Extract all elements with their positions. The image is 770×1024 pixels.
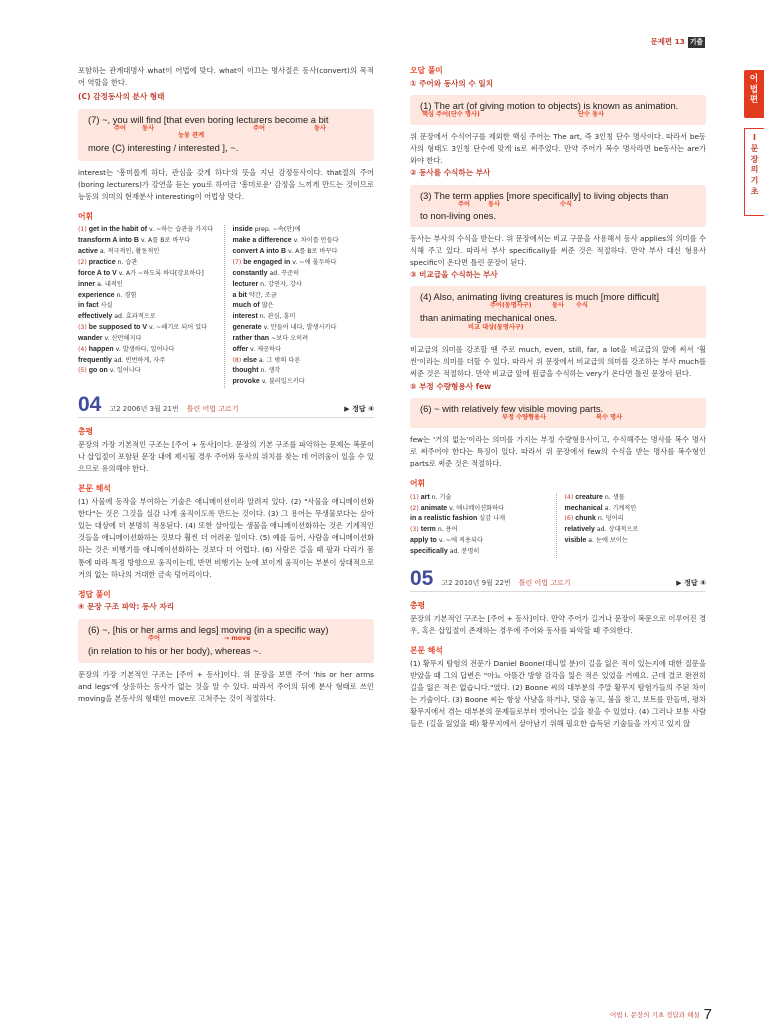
q4-translation-heading: 본문 해석 [78,484,111,494]
vocab-word: apply to [410,537,437,545]
vocab-word: happen [88,345,114,353]
vocab-word: practice [88,259,116,266]
vocab-item [78,301,220,312]
box-w5-noun: 복수 명사 [596,413,623,421]
vocab-item [233,236,375,247]
vocab-item [78,269,220,280]
vocab-meaning: n. 덩어리 [597,515,624,523]
vocab-word: rather than [232,334,270,342]
wrong-heading: 오답 풀이 [410,66,443,75]
vocab-meaning: v. 제공하다 [250,345,282,353]
header-page: 13 [674,37,685,46]
vocab-num: (1) [78,226,87,234]
vocab-meaning: ad. 효과적으로 [114,313,156,321]
example-box-w3 [410,286,706,338]
q4-solution-text: 문장의 가장 기본적인 구조는 [주어 + 동사]이다. 위 문장을 보면 주어 'his or her arms and legs'에 상응하는 동사가 없는 것을 알 수 있다. 따라서 주어의 뒤에 분사 형태로 쓰인 moving을 본동사의 형태인 move로 고쳐주는 것이 적절하다. [78,669,374,703]
vocab-meaning: v. ~하는 습관을 가지다 [149,226,214,234]
box-4-verb: → move [224,634,251,642]
box-w2-line1: (3) The term applies [more specifically] to living objects than [420,189,669,201]
vocab-meaning: ad. 상대적으로 [596,526,639,534]
box-4-line1: (6) ~, [his or her arms and legs] moving (in a specific way) [88,623,329,635]
q5-answer: ▶ 정답 ④ [676,578,706,587]
vocab-word: convert A into B [232,248,287,256]
vocab-list-left [78,225,374,388]
vocab-meaning: a. 눈에 보이는 [588,537,628,545]
box-w3-modifier: 수식 [576,302,588,310]
q5-info [441,578,570,589]
vocab-col-1 [78,225,225,388]
wrong-1-heading: ① 주어와 동사의 수 일치 [410,78,494,88]
box-4-line2: (in relation to his or her body), whereas ~. [88,644,262,656]
vocab-item [565,514,707,525]
footer-text: 어법 I. 문장의 기초 정답과 해설 [609,1011,700,1020]
vocab-meaning: v. 일어나다 [109,367,141,375]
vocab-num: (4) [564,493,574,501]
q5-translation-heading: 본문 해석 [410,645,443,655]
vocab-num: (3) [410,526,419,534]
vocab-item [565,536,707,547]
vocab-item [78,291,220,302]
q5-review-heading: 총평 [410,601,426,611]
box-4-subject: 주어 [148,634,160,642]
vocab-meaning: v. 만들어 내다, 발생시키다 [263,324,337,332]
vocab-meaning: v. 차이를 만들다 [293,237,339,245]
vocab-word: offer [232,345,249,353]
vocab-col-4 [565,493,707,558]
side-tab-main[interactable] [744,70,764,118]
vocab-item [233,301,375,312]
vocab-num: (7) [232,259,242,266]
wrong-3-text: 비교급의 의미를 강조할 땐 주로 much, even, still, far, a lot을 비교급의 앞에 써서 '훨씬'이라는 의미를 더할 수 있다. 따라서 위 문장에서 비교급의 의미를 강조하는 부사 much를 써준 것은 적절하다. 만약 비교급 앞에 원급을 수식하는 very가 온다면 틀린 문장이 된다. [410,345,706,379]
left-column [78,65,374,705]
vocab-meaning: v. 애니메이션화하다 [449,504,505,512]
page-number: 7 [703,1006,712,1023]
vocab-meaning: n. 생물 [604,493,625,501]
vocab-meaning: v. 발생하다, 일어나다 [115,345,175,353]
vocab-meaning: v. 불러일으키다 [261,378,305,386]
q4-translation: (1) 사물에 동작을 부여하는 기술은 애니메이션이라 알려져 있다. (2) "사물을 애니메이션화한다"는 것은 그것을 실감 나게 움직이도록 만드는 것이다. (3) 그 용어는 무생물보다는 살아있는 대상에 더 분명히 적용된다. (4) 또한 살아있는 생물을 애니메이션화하는 것은 기계적인 것들을 애니메이션화하는 것보다 훨씬 더 어려운 일이다. (5) 예를 들어, 사람을 애니메이션화하는 것은 비행기를 애니메이션화하는 것보다 더 어렵다. (6) 사람은 걸을 때 팔과 다리가 몸통에 따라 특정 방향으로 움직이는데, 반면 비행기는 눈에 보이게 움직이는 부분이 상대적으로 거의 없는 하나의 거대한 금속 덩어리이다. [78,497,374,579]
vocab-word: term [420,526,436,534]
box-w3-subject: 주어(동명사구) [490,302,532,310]
vocab-item [233,356,375,367]
box-w2-line2: to non-living ones. [420,209,497,221]
vocab-word: lecturer [232,280,259,288]
vocab-item [78,247,220,258]
vocab-item [410,547,552,558]
vocab-item [233,269,375,280]
box-c-relation: 능동 관계 [178,131,205,139]
vocab-meaning: 사실 [100,302,113,310]
box-w2-modifier: 수식 [560,200,572,208]
q4-solution-heading: 정답 풀이 [78,589,111,599]
vocab-word: art [420,493,430,501]
box-w1-subject: 핵심 주어(단수 명사) [422,110,480,118]
q5-number: 05 [410,566,434,590]
wrong-5-heading: ⑤ 부정 수량형용사 few [410,381,492,391]
q4-solution-sub: ④ 문장 구조 파악: 동사 자리 [78,602,175,612]
vocab-word: get in the habit of [88,226,148,234]
c-explanation: interest는 '흥미롭게 하다, 관심을 갖게 하다'의 뜻을 지닌 감정동사이다. that절의 주어(boring lecturers)가 강연을 듣는 you로 하여금 '흥미로운' 감정을 느끼게 만드는 것이므로 능동의 의미의 현재분사 interesting이 어법상 맞다. [78,167,374,201]
vocab-word: be engaged in [243,259,291,266]
vocab-word: inside [232,226,253,234]
vocab-word: constantly [232,269,268,277]
side-tab-sub[interactable] [744,128,764,216]
box-w3-comparison: 비교 대상(동명사구) [468,324,524,332]
vocab-word: make a difference [232,237,292,245]
box-w5-line1: (6) ~ with relatively few visible moving parts. [420,402,604,414]
example-box-w1 [410,95,706,125]
vocab-word: active [78,248,98,256]
vocab-meaning: ~보다 오히려 [271,334,309,342]
box-c-verb: 동사 [142,124,154,132]
side-tab-main-label: 어 법 편 [749,74,759,106]
box-c-verb2: 동사 [314,124,326,132]
vocab-word: provoke [232,378,260,386]
vocab-num: (2) [410,504,419,512]
vocab-item [410,525,552,536]
vocab-item [410,536,552,547]
vocab-meaning: n. 관심, 흥미 [259,313,296,321]
vocab-word: creature [575,493,603,501]
vocab-item [233,225,375,236]
wrong-1-text: 위 문장에서 수식어구를 제외한 핵심 주어는 The art, 즉 3인칭 단수 명사이다. 따라서 be동사의 형태도 3인칭 단수에 맞게 is로 써주었다. 만약 주어가 복수 명사라면 be동사는 are가 와야 한다. [410,131,706,166]
q5-review: 문장의 기본적인 구조는 [주어 + 동사]이다. 만약 주어가 길거나 문장이 복문으로 이루어진 경우, 혹은 삽입절이 존재하는 경우에 주어와 동사를 파악할 때 주의한다. [410,613,706,635]
vocab-meaning: n. 경험 [116,291,137,299]
vocab-word: specifically [410,547,448,555]
q5-translation: (1) 황무지 탐험의 전문가 Daniel Boone(대니얼 분)이 길을 잃은 적이 있는지에 대한 질문을 받았을 때 그의 답변은 "아뇨 아뜰간 방향 감각을 잃은 적은 있었을 거예요. 근데 결코 완전히 길을 잃은 적은 없습니다."였다. (2) Boone 씨의 대부분의 주말 황무지 탐험가들의 주된 차이는 기술이다. (3) Boone 씨는 항상 사냥을 하거나, 덫을 놓고, 불을 찾고, 보트를 만들며, 평차 황무지에서 겪는 대부분의 문제들로부터 벗어나는 길을 찾을 수 있었다. (4) 그러나 보통 사람들은 (길을 잃었을 때) 황무지에서 살아남기 위해 필요한 습득된 기술들을 가지고 있지 않 [410,658,706,729]
vocab-meaning: v. A를 B로 바꾸다 [288,248,338,256]
vocab-item [233,247,375,258]
vocab-item [78,366,220,377]
vocab-item [78,345,220,356]
vocab-num: (2) [78,259,87,266]
vocab-word: relatively [564,526,595,534]
wrong-2-text: 동사는 부사의 수식을 받는다. 위 문장에서는 비교 구문을 사용해서 동사 applies의 의미를 수식해 주고 있다. 따라서 부사 specifically를 써준 것은 적절하다. 만약 부사 대신 형용사 specific이 온다면 틀린 문장이 된다. [410,233,706,267]
vocab-heading-right: 어휘 [410,479,426,489]
q4-type: 틀린 어법 고르기 [186,405,239,414]
vocab-meaning: n. 기술 [431,493,452,501]
vocab-item [565,525,707,536]
vocab-item [233,258,375,269]
vocab-item [233,291,375,302]
wrong-3-heading: ③ 비교급을 수식하는 부사 [410,269,498,279]
vocab-item [233,366,375,377]
vocab-meaning: prep. ~속(안)에 [254,226,301,234]
vocab-meaning: ad. 빈번하게, 자주 [113,356,166,364]
q4-review-heading: 총평 [78,427,94,437]
q4-header [78,394,374,415]
vocab-col-2 [233,225,375,388]
q4-divider [78,417,374,418]
vocab-heading-left: 어휘 [78,211,94,221]
vocab-item [233,280,375,291]
vocab-num: (5) [78,367,87,375]
vocab-meaning: a. 적극적인, 활동적인 [99,248,160,256]
vocab-item [565,504,707,515]
box-w5-quantifier: 부정 수량형용사 [502,413,546,421]
vocab-num: (1) [410,493,419,501]
page-footer [610,1003,712,1024]
vocab-item [410,493,552,504]
vocab-word: frequently [78,356,112,364]
vocab-word: in a realistic fashion [410,515,478,523]
vocab-word: inner [78,280,96,288]
vocab-meaning: v. ~에 적용되다 [438,537,483,545]
vocab-item [410,504,552,515]
vocab-word: mechanical [564,504,603,512]
vocab-word: interest [232,313,258,321]
vocab-item [233,334,375,345]
vocab-item [78,334,220,345]
vocab-word: go on [88,367,108,375]
vocab-word: experience [78,291,115,299]
vocab-meaning: v. A를 B로 바꾸다 [140,237,191,245]
c-heading: (C) 감정동사의 분사 형태 [78,92,165,102]
vocab-word: chunk [575,515,596,523]
q4-source: 고2 2006년 3월 21번 [109,405,179,414]
intro-text: 포함하는 관계대명사 what이 어법에 맞다. what이 이끄는 명사절은 동사(convert)의 목적어 역할을 한다. [78,66,374,88]
vocab-num: (6) [564,515,574,523]
example-box-4 [78,619,374,663]
vocab-word: in fact [78,302,99,310]
vocab-meaning: v. 산만해지다 [104,334,142,342]
header-section: 문제편 [650,37,672,46]
q4-number: 04 [78,393,102,417]
vocab-meaning: v. ~해기로 되어 있다 [149,324,208,332]
vocab-word: be supposed to V [88,324,148,332]
q4-review: 문장의 가장 기본적인 구조는 [주어 + 동사]이다. 문장의 기본 구조를 파악하는 문제는 복문이나 삽입절이 포함된 문장 내에 제시될 경우 주어와 동사의 위치를 찾는 데 어려움이 있을 수 있으므로 유의해야 한다. [78,440,374,474]
vocab-num: (3) [78,324,87,332]
vocab-word: thought [232,367,259,375]
box-w3-line1: (4) Also, animating living creatures is much [more difficult] [420,291,659,303]
vocab-meaning: n. 용어 [437,526,458,534]
side-tab-sub-label: 문 장 의 기 초 [750,143,759,196]
vocab-num: (4) [78,345,87,353]
vocab-word: a bit [232,291,247,299]
vocab-word: visible [564,537,587,545]
vocab-meaning: n. 습관 [117,259,138,266]
q5-source: 고2 2010년 9월 22번 [441,578,511,587]
box-w3-verb: 동사 [552,302,564,310]
vocab-num: (8) [232,356,242,364]
header-tag: 기출 [689,38,703,46]
vocab-meaning: a. 내적인 [97,280,123,288]
box-c-subject2: 주어 [253,124,265,132]
vocab-meaning: 실감 나게 [479,515,506,523]
vocab-meaning: n. 강연자, 강사 [260,280,302,288]
vocab-item [565,493,707,504]
vocab-item [233,323,375,334]
q4-answer: ▶ 정답 ④ [344,405,374,414]
vocab-item [78,356,220,367]
vocab-item [78,323,220,334]
vocab-item [233,345,375,356]
vocab-item [233,312,375,323]
vocab-meaning: v. A가 ~하도록 하다[강요하다] [118,269,204,277]
wrong-5-text: few는 '거의 없는'이라는 의미를 가지는 부정 수량형용사이고, 수식해주는 명사를 복수 명사로 써주어야 한다는 특징이 있다. 따라서 위 문장에서 few의 수식을 받는 명사를 복수형인 parts로 써준 것은 적절하다. [410,434,706,469]
box-c-subject: 주어 [114,124,126,132]
vocab-word: else [243,356,257,364]
vocab-word: effectively [78,313,113,321]
q4-info [109,404,238,415]
vocab-list-right [410,493,706,558]
vocab-item [78,236,220,247]
vocab-item [78,258,220,269]
side-tab-roman: I [753,133,756,142]
q5-header [410,568,706,589]
example-box-w2 [410,185,706,227]
q5-divider [410,591,706,592]
q5-type: 틀린 어법 고르기 [518,578,571,587]
vocab-item [78,312,220,323]
box-c-line1: (7) ~, you will find [that even boring lecturers become a bit [88,113,329,125]
box-w1-verb: 단수 동사 [578,110,605,118]
vocab-word: animate [420,504,448,512]
vocab-item [233,377,375,388]
box-c-line2: more (C) interesting / interested ], ~. [88,141,239,153]
vocab-item [78,225,220,236]
vocab-item [78,280,220,291]
box-w1-line1: (1) The art (of giving motion to objects) is known as animation. [420,99,679,111]
vocab-word: force A to V [78,269,117,277]
box-w3-line2: than animating mechanical ones. [420,312,558,324]
vocab-word: transform A into B [78,237,139,245]
vocab-meaning: ad. 분명히 [449,547,480,555]
vocab-meaning: 많은 [261,302,274,310]
page-header [651,36,705,48]
vocab-meaning: ad. 꾸준히 [269,269,300,277]
vocab-meaning: a. 기계적인 [604,504,637,512]
example-box-w5 [410,398,706,428]
vocab-meaning: n. 생각 [260,367,281,375]
vocab-word: wander [78,334,103,342]
vocab-word: generate [232,324,262,332]
vocab-word: much of [232,302,260,310]
vocab-col-3 [410,493,557,558]
right-column [410,65,706,730]
vocab-meaning: 약간, 조금 [248,291,277,299]
wrong-2-heading: ② 동사를 수식하는 부사 [410,168,491,178]
box-w2-verb: 동사 [488,200,500,208]
example-box-c [78,109,374,161]
vocab-item [410,514,552,525]
vocab-meaning: a. 그 밖의 다른 [258,356,301,364]
box-w2-subject: 주어 [458,200,470,208]
vocab-meaning: v. ~에 몰두하다 [292,259,337,266]
